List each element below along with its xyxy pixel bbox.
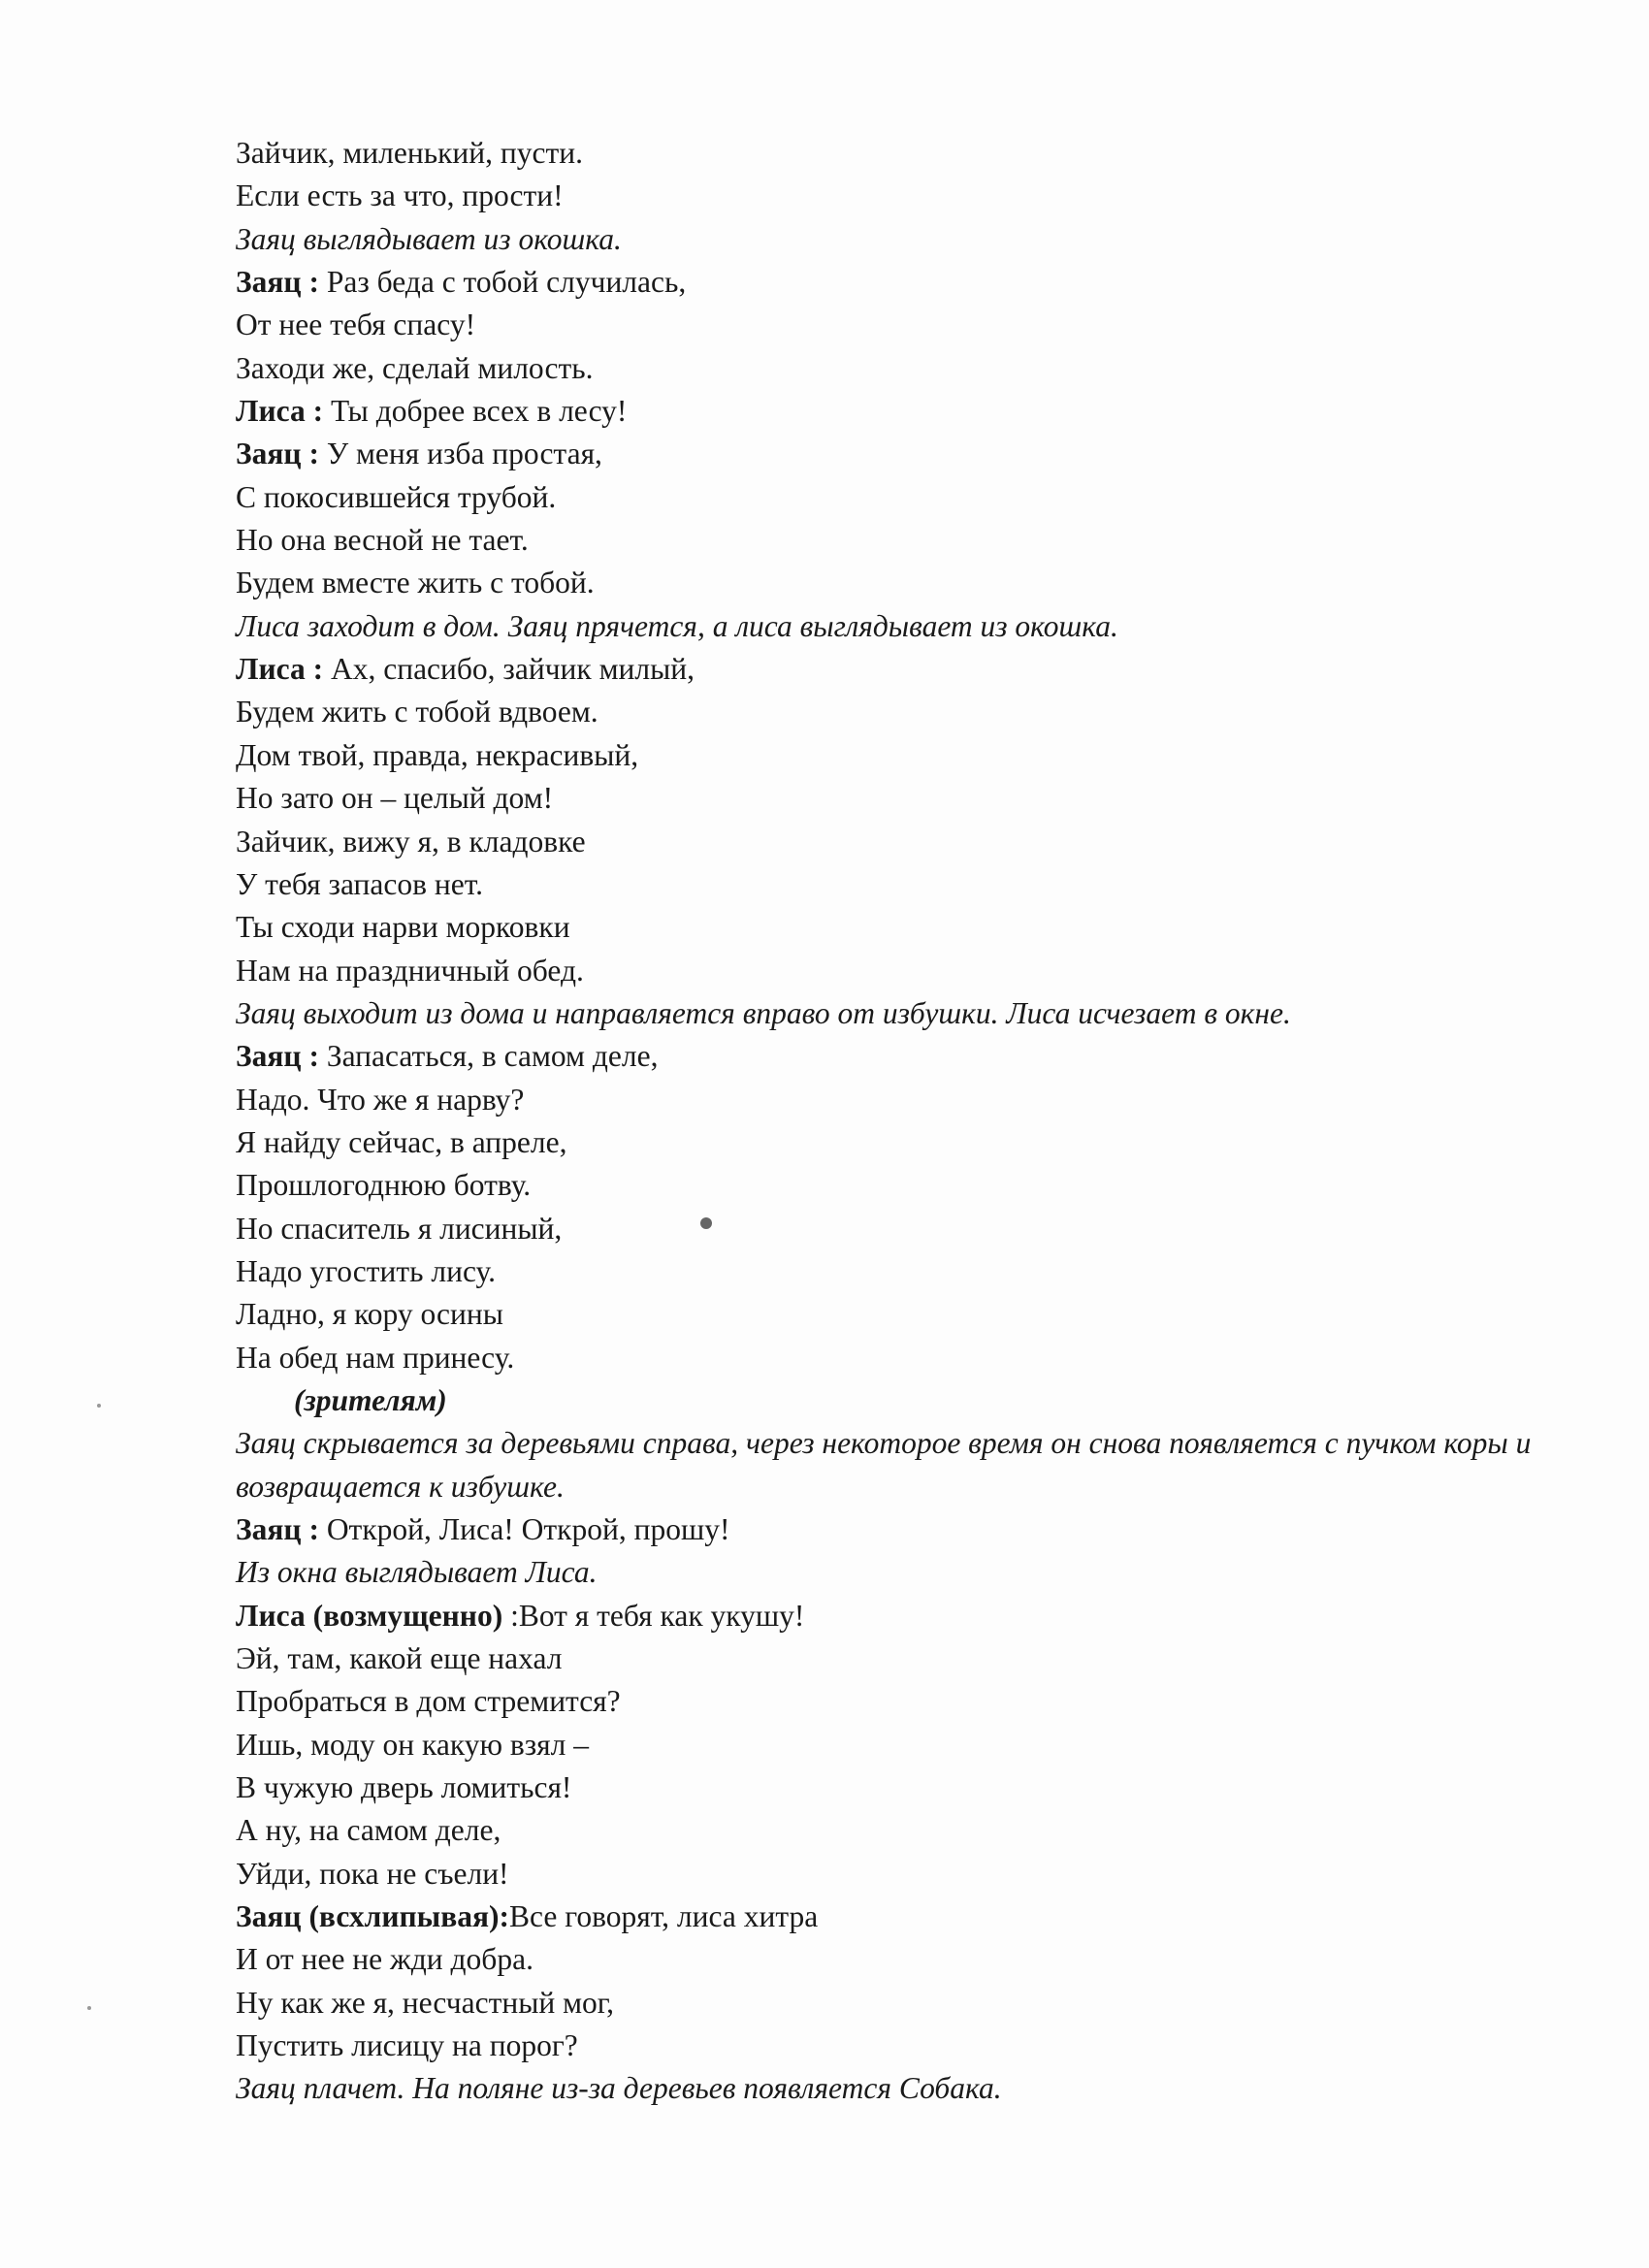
speech-text: Открой, Лиса! Открой, прошу! bbox=[318, 1512, 730, 1546]
verse-line: Я найду сейчас, в апреле, bbox=[236, 1124, 567, 1159]
speaker-name: Заяц : bbox=[236, 1512, 319, 1546]
verse-line: Зайчик, миленький, пусти. bbox=[236, 136, 583, 170]
speech-text: Ты добрее всех в лесу! bbox=[323, 394, 628, 429]
verse-line: Пробраться в дом стремится? bbox=[236, 1684, 621, 1719]
verse-line: Но она весной не тает. bbox=[236, 523, 529, 558]
speech-line bbox=[236, 648, 1613, 691]
verse-line: Дом твой, правда, некрасивый, bbox=[236, 737, 639, 772]
speech-line bbox=[236, 261, 1613, 304]
verse-line: Но спаситель я лисиный, bbox=[236, 1211, 563, 1246]
stage-direction: Заяц выглядывает из окошка. bbox=[236, 221, 622, 256]
stage-direction: Заяц выходит из дома и направляется вправо от избушки. Лиса исчезает в окне. bbox=[236, 995, 1291, 1030]
verse-line: В чужую дверь ломиться! bbox=[236, 1770, 572, 1805]
verse-line: Ладно, я кору осины bbox=[236, 1297, 503, 1332]
verse-line: Будем жить с тобой вдвоем. bbox=[236, 695, 598, 729]
speaker-name: Заяц : bbox=[236, 1039, 319, 1074]
speech-text: У меня изба простая, bbox=[318, 437, 602, 471]
speaker-name: Лиса (возмущенно) bbox=[236, 1598, 503, 1633]
verse-line: Надо. Что же я нарву? bbox=[236, 1082, 525, 1117]
stage-direction: Заяц плачет. На поляне из-за деревьев появляется Собака. bbox=[236, 2071, 1002, 2106]
verse-line: Заходи же, сделай милость. bbox=[236, 350, 594, 385]
verse-line: От нее тебя спасу! bbox=[236, 308, 476, 342]
speaker-name: Лиса : bbox=[236, 394, 324, 429]
speech-line bbox=[236, 1035, 1613, 1078]
ink-speck bbox=[87, 2006, 91, 2010]
verse-line: Надо угостить лису. bbox=[236, 1253, 497, 1288]
speech-line bbox=[236, 1595, 1613, 1637]
verse-line: Прошлогоднюю ботву. bbox=[236, 1168, 532, 1203]
speech-text: Ах, спасибо, зайчик милый, bbox=[323, 652, 695, 687]
speech-line bbox=[236, 390, 1613, 433]
verse-line: Нам на праздничный обед. bbox=[236, 953, 584, 988]
speech-text: Раз беда с тобой случилась, bbox=[318, 265, 687, 300]
speech-text: Запасаться, в самом деле, bbox=[318, 1039, 659, 1074]
verse-line: У тебя запасов нет. bbox=[236, 866, 483, 901]
verse-line: И от нее не жди добра. bbox=[236, 1942, 534, 1977]
verse-line: Зайчик, вижу я, в кладовке bbox=[236, 824, 586, 859]
speaker-name: Заяц (всхлипывая): bbox=[236, 1899, 509, 1934]
speech-text: :Вот я тебя как укушу! bbox=[502, 1598, 805, 1633]
verse-line: Уйди, пока не съели! bbox=[236, 1856, 509, 1891]
speaker-name: Заяц : bbox=[236, 437, 319, 471]
speaker-name: Заяц : bbox=[236, 265, 319, 300]
verse-line: На обед нам принесу. bbox=[236, 1340, 515, 1375]
verse-line: Но зато он – целый дом! bbox=[236, 781, 554, 816]
verse-line: Эй, там, какой еще нахал bbox=[236, 1641, 563, 1676]
stage-direction: Лиса заходит в дом. Заяц прячется, а лиса выглядывает из окошка. bbox=[236, 608, 1118, 643]
verse-line: А ну, на самом деле, bbox=[236, 1813, 501, 1848]
aside-note: (зрителям) bbox=[294, 1382, 447, 1417]
stage-direction: Заяц скрывается за деревьями справа, через некоторое время он снова появляется с пучком коры и возвращается к избушке. bbox=[236, 1426, 1532, 1504]
speech-text: Все говорят, лиса хитра bbox=[509, 1899, 819, 1934]
ink-speck bbox=[97, 1404, 101, 1408]
verse-line: Ты сходи нарви морковки bbox=[236, 910, 570, 945]
speech-line bbox=[236, 1508, 1613, 1551]
verse-line: Если есть за что, прости! bbox=[236, 178, 564, 213]
ink-speck bbox=[700, 1217, 712, 1229]
verse-line: Ишь, моду он какую взял – bbox=[236, 1727, 590, 1762]
stage-direction: Из окна выглядывает Лиса. bbox=[236, 1555, 598, 1590]
verse-line: Будем вместе жить с тобой. bbox=[236, 566, 595, 600]
speech-line bbox=[236, 433, 1613, 475]
play-text bbox=[236, 132, 1613, 2111]
speaker-name: Лиса : bbox=[236, 652, 324, 687]
verse-line: Ну как же я, несчастный мог, bbox=[236, 1985, 615, 2020]
verse-line: Пустить лисицу на порог? bbox=[236, 2028, 578, 2063]
verse-line: С покосившейся трубой. bbox=[236, 479, 557, 514]
speech-line bbox=[236, 1895, 1613, 1938]
